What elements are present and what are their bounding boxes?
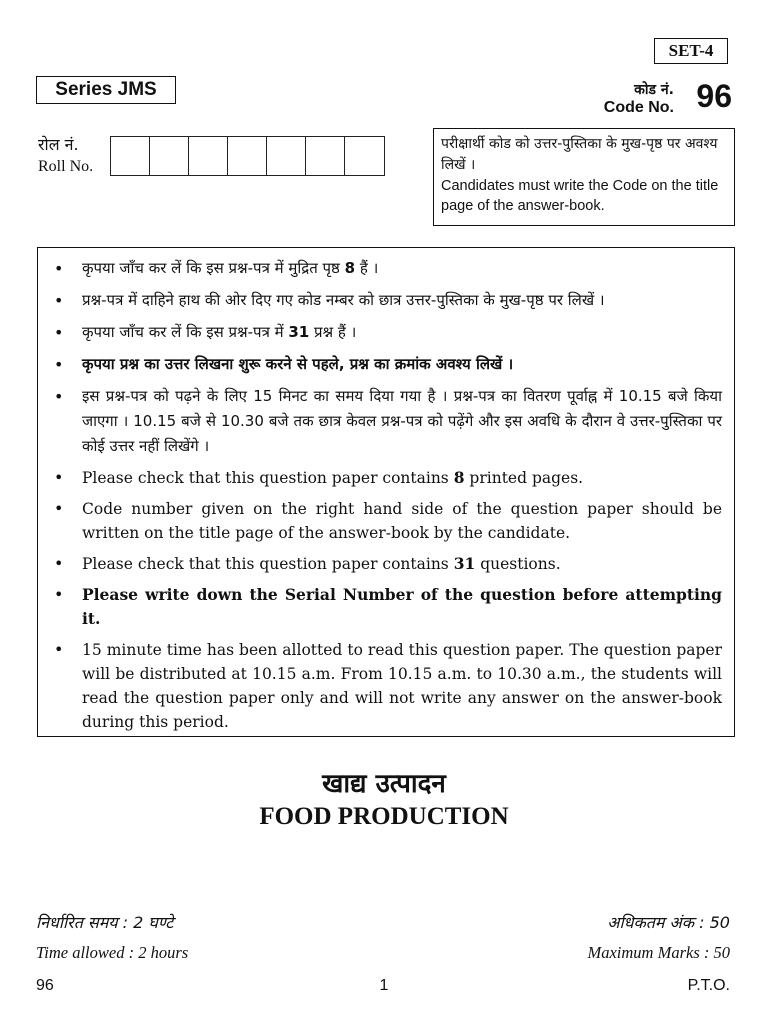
bullet-icon: • [54, 291, 64, 310]
roll-label: Roll No. [38, 158, 94, 175]
instruction-text: कृपया प्रश्न का उत्तर लिखना शुरू करने से पहले, प्रश्न का क्रमांक अवश्य लिखें । [82, 355, 514, 373]
instruction-item [52, 288, 722, 313]
instruction-text: 31 [288, 323, 310, 341]
instruction-text: प्रश्न हैं । [309, 323, 357, 341]
roll-digit-box[interactable] [111, 137, 150, 175]
instruction-item [52, 352, 722, 377]
page-number: 1 [379, 977, 389, 994]
instruction-text: कृपया जाँच कर लें कि इस प्रश्न-पत्र में मुद्रित पृष्ठ [82, 259, 345, 277]
maximum-marks: Maximum Marks : 50 [587, 943, 730, 962]
time-allowed-hindi: निर्धारित समय : 2 घण्टे [36, 913, 174, 932]
instruction-item [52, 384, 722, 459]
instruction-text: 8 [344, 259, 356, 277]
instruction-text: 31 [453, 554, 476, 573]
series-label: Series JMS [36, 76, 176, 104]
roll-number-boxes[interactable] [110, 136, 385, 176]
instruction-text: हैं । [355, 259, 379, 277]
roll-digit-box[interactable] [345, 137, 384, 175]
roll-label-hindi: रोल नं. [38, 135, 79, 154]
code-instruction-hindi: परीक्षार्थी कोड को उत्तर-पुस्तिका के मुख-पृष्ठ पर अवश्य लिखें । [441, 136, 718, 173]
set-label: SET-4 [654, 38, 728, 64]
code-label-hindi: कोड नं. [634, 82, 674, 98]
roll-digit-box[interactable] [228, 137, 267, 175]
pto-label: P.T.O. [687, 977, 730, 994]
instruction-text: कृपया जाँच कर लें कि इस प्रश्न-पत्र में [82, 323, 289, 341]
instruction-item [52, 583, 722, 631]
instruction-item [52, 320, 722, 345]
instruction-text: 8 [453, 468, 465, 487]
bullet-icon: • [54, 640, 64, 659]
instruction-item [52, 256, 722, 281]
instruction-item [52, 497, 722, 545]
code-instruction-box [433, 128, 735, 226]
roll-digit-box[interactable] [306, 137, 345, 175]
code-label: Code No. [603, 99, 674, 116]
general-instructions [37, 247, 735, 737]
code-instruction-english: Candidates must write the Code on the title page of the answer-book. [441, 178, 719, 214]
time-allowed: Time allowed : 2 hours [36, 943, 189, 962]
roll-digit-box[interactable] [189, 137, 228, 175]
bullet-icon: • [54, 499, 64, 518]
roll-digit-box[interactable] [150, 137, 189, 175]
footer-code: 96 [36, 977, 54, 994]
instruction-list [52, 256, 722, 734]
instruction-text: Please check that this question paper contains [82, 469, 454, 487]
subject-title: FOOD PRODUCTION [259, 803, 509, 830]
bullet-icon: • [54, 387, 64, 406]
instruction-text: 15 minute time has been allotted to read this question paper. The question paper will be distributed at 10.15 a.m. From 10.15 a.m. to 10.30 a.m., the students will read the question paper only and will not write any answer on the answer-book during this period. [82, 641, 722, 731]
subject-title-hindi: खाद्य उत्पादन [322, 769, 446, 799]
code-number: 96 [696, 78, 732, 114]
bullet-icon: • [54, 468, 64, 487]
bullet-icon: • [54, 585, 64, 604]
roll-digit-box[interactable] [267, 137, 306, 175]
instruction-item [52, 552, 722, 576]
instruction-text: printed pages. [464, 469, 584, 487]
bullet-icon: • [54, 323, 64, 342]
instruction-text: Please write down the Serial Number of the question before attempting it. [82, 585, 722, 628]
instruction-text: इस प्रश्न-पत्र को पढ़ने के लिए 15 मिनट का समय दिया गया है । प्रश्न-पत्र का वितरण पूर्वाह्न में 10.15 बजे किया जाएगा । 10.15 बजे से 10.30 बजे तक छात्र केवल प्रश्न-पत्र को पढ़ेंगे और इस अवधि के दौरान वे उत्तर-पुस्तिका पर कोई उत्तर नहीं लिखेंगे । [82, 387, 722, 455]
instruction-item [52, 638, 722, 734]
instruction-text: questions. [475, 555, 561, 573]
bullet-icon: • [54, 554, 64, 573]
instruction-text: Please check that this question paper contains [82, 555, 454, 573]
maximum-marks-hindi: अधिकतम अंक : 50 [607, 913, 730, 932]
instruction-text: प्रश्न-पत्र में दाहिने हाथ की ओर दिए गए कोड नम्बर को छात्र उत्तर-पुस्तिका के मुख-पृष्ठ पर लिखें । [82, 291, 605, 309]
instruction-item [52, 466, 722, 490]
bullet-icon: • [54, 355, 64, 374]
bullet-icon: • [54, 259, 64, 278]
instruction-text: Code number given on the right hand side of the question paper should be written on the title page of the answer-book by the candidate. [82, 500, 722, 542]
